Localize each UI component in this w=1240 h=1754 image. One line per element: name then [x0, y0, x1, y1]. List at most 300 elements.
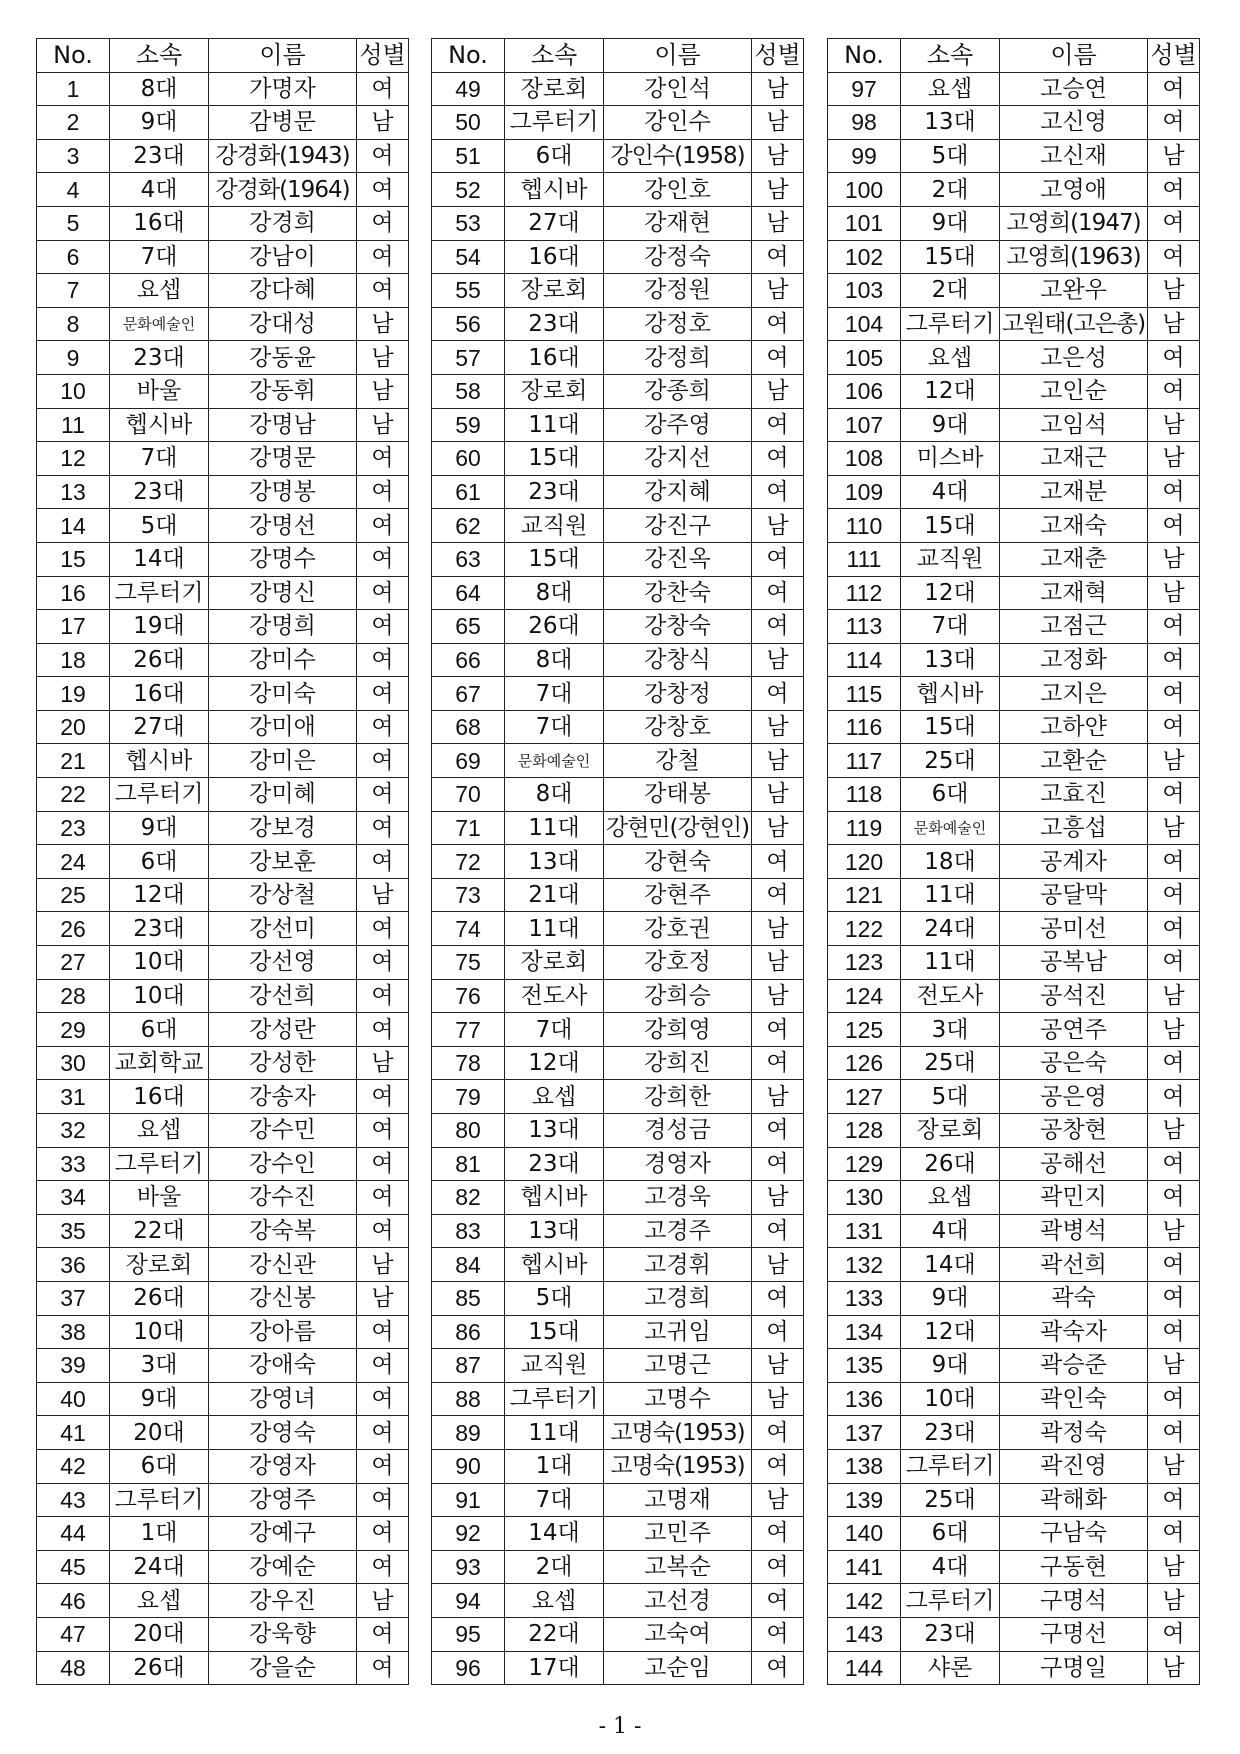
- cell-no: 72: [432, 845, 505, 879]
- table-header-row: [828, 39, 1200, 73]
- table-row: [828, 408, 1200, 442]
- table-row: [828, 1147, 1200, 1181]
- table-row: [828, 778, 1200, 812]
- table-row: [37, 610, 409, 644]
- cell-affiliation: 4대: [901, 1214, 1000, 1248]
- cell-affiliation: 장로회: [505, 274, 604, 308]
- cell-gender: 여: [752, 1617, 804, 1651]
- table-row: [828, 912, 1200, 946]
- table-row: [432, 878, 804, 912]
- cell-name: 고완우: [1000, 274, 1148, 308]
- cell-name: 강보경: [209, 811, 357, 845]
- cell-no: 112: [828, 576, 901, 610]
- cell-name: 강수진: [209, 1181, 357, 1215]
- cell-name: 고경주: [604, 1214, 752, 1248]
- cell-affiliation: 16대: [110, 206, 209, 240]
- cell-affiliation: 요셉: [505, 1080, 604, 1114]
- cell-gender: 남: [1148, 1214, 1200, 1248]
- cell-gender: 여: [357, 677, 409, 711]
- cell-no: 101: [828, 206, 901, 240]
- cell-name: 고경욱: [604, 1181, 752, 1215]
- cell-affiliation: 26대: [901, 1147, 1000, 1181]
- cell-gender: 남: [357, 878, 409, 912]
- cell-affiliation: 12대: [901, 576, 1000, 610]
- cell-gender: 여: [752, 576, 804, 610]
- cell-affiliation: 6대: [110, 1449, 209, 1483]
- cell-name: 강남이: [209, 240, 357, 274]
- table-row: [37, 1248, 409, 1282]
- table-row: [37, 979, 409, 1013]
- cell-gender: 여: [752, 542, 804, 576]
- cell-affiliation: 전도사: [505, 979, 604, 1013]
- cell-name: 고신영: [1000, 106, 1148, 140]
- table-row: [432, 677, 804, 711]
- cell-name: 고귀임: [604, 1315, 752, 1349]
- cell-affiliation: 14대: [505, 1517, 604, 1551]
- cell-no: 88: [432, 1382, 505, 1416]
- cell-gender: 여: [357, 1651, 409, 1685]
- cell-gender: 여: [1148, 1248, 1200, 1282]
- table-header-row: [37, 39, 409, 73]
- cell-affiliation: 26대: [110, 1651, 209, 1685]
- table-row: [37, 845, 409, 879]
- cell-affiliation: 헵시바: [505, 1181, 604, 1215]
- cell-affiliation: 7대: [110, 240, 209, 274]
- cell-name: 공해선: [1000, 1147, 1148, 1181]
- cell-gender: 여: [357, 1147, 409, 1181]
- cell-no: 13: [37, 475, 110, 509]
- table-row: [828, 374, 1200, 408]
- cell-affiliation: 23대: [505, 475, 604, 509]
- table-row: [37, 139, 409, 173]
- table-row: [37, 878, 409, 912]
- table-row: [37, 710, 409, 744]
- cell-no: 57: [432, 341, 505, 375]
- cell-affiliation: 요셉: [110, 1114, 209, 1148]
- cell-name: 강우진: [209, 1584, 357, 1618]
- cell-affiliation: 교회학교: [110, 1046, 209, 1080]
- cell-gender: 여: [1148, 1080, 1200, 1114]
- cell-no: 109: [828, 475, 901, 509]
- cell-name: 강선희: [209, 979, 357, 1013]
- cell-no: 69: [432, 744, 505, 778]
- cell-no: 29: [37, 1013, 110, 1047]
- cell-no: 103: [828, 274, 901, 308]
- cell-no: 41: [37, 1416, 110, 1450]
- cell-no: 92: [432, 1517, 505, 1551]
- cell-name: 강선영: [209, 946, 357, 980]
- table-row: [432, 72, 804, 106]
- cell-no: 113: [828, 610, 901, 644]
- table-row: [828, 643, 1200, 677]
- cell-name: 공미선: [1000, 912, 1148, 946]
- cell-name: 강아름: [209, 1315, 357, 1349]
- table-row: [828, 1651, 1200, 1685]
- cell-no: 28: [37, 979, 110, 1013]
- cell-name: 곽승준: [1000, 1349, 1148, 1383]
- cell-no: 8: [37, 307, 110, 341]
- table-row: [432, 1483, 804, 1517]
- cell-no: 82: [432, 1181, 505, 1215]
- cell-name: 고인순: [1000, 374, 1148, 408]
- cell-affiliation: 22대: [110, 1214, 209, 1248]
- table-row: [37, 677, 409, 711]
- cell-gender: 남: [1148, 442, 1200, 476]
- cell-affiliation: 23대: [505, 1147, 604, 1181]
- cell-name: 강미숙: [209, 677, 357, 711]
- cell-affiliation: 14대: [110, 542, 209, 576]
- cell-gender: 남: [1148, 274, 1200, 308]
- cell-no: 105: [828, 341, 901, 375]
- cell-affiliation: 13대: [901, 106, 1000, 140]
- cell-affiliation: 전도사: [901, 979, 1000, 1013]
- cell-no: 133: [828, 1281, 901, 1315]
- cell-name: 강정희: [604, 341, 752, 375]
- cell-affiliation: 요셉: [901, 341, 1000, 375]
- header-gender: 성별: [752, 39, 804, 73]
- cell-gender: 여: [1148, 374, 1200, 408]
- cell-gender: 남: [752, 509, 804, 543]
- table-row: [828, 1181, 1200, 1215]
- header-affiliation: 소속: [110, 39, 209, 73]
- cell-affiliation: 헵시바: [901, 677, 1000, 711]
- cell-affiliation: 교직원: [505, 509, 604, 543]
- table-row: [37, 1046, 409, 1080]
- cell-gender: 여: [357, 1416, 409, 1450]
- table-row: [828, 1584, 1200, 1618]
- cell-name: 강희영: [604, 1013, 752, 1047]
- cell-no: 70: [432, 778, 505, 812]
- header-name: 이름: [1000, 39, 1148, 73]
- cell-name: 강찬숙: [604, 576, 752, 610]
- table-row: [432, 946, 804, 980]
- table-row: [37, 542, 409, 576]
- cell-gender: 여: [1148, 475, 1200, 509]
- table-row: [828, 1550, 1200, 1584]
- table-row: [37, 1483, 409, 1517]
- cell-no: 136: [828, 1382, 901, 1416]
- cell-gender: 여: [752, 341, 804, 375]
- cell-name: 곽민지: [1000, 1181, 1148, 1215]
- cell-no: 68: [432, 710, 505, 744]
- cell-no: 12: [37, 442, 110, 476]
- table-row: [432, 106, 804, 140]
- cell-no: 129: [828, 1147, 901, 1181]
- cell-affiliation: 요셉: [110, 1584, 209, 1618]
- cell-gender: 남: [1148, 979, 1200, 1013]
- cell-name: 강명선: [209, 509, 357, 543]
- cell-gender: 남: [752, 1080, 804, 1114]
- table-row: [432, 1013, 804, 1047]
- cell-affiliation: 7대: [505, 677, 604, 711]
- cell-gender: 여: [357, 912, 409, 946]
- cell-gender: 여: [1148, 778, 1200, 812]
- cell-no: 42: [37, 1449, 110, 1483]
- member-table-col-2: [431, 38, 804, 1685]
- cell-affiliation: 3대: [901, 1013, 1000, 1047]
- table-row: [37, 274, 409, 308]
- cell-no: 38: [37, 1315, 110, 1349]
- cell-no: 19: [37, 677, 110, 711]
- table-row: [37, 778, 409, 812]
- cell-gender: 남: [1148, 1449, 1200, 1483]
- cell-affiliation: 문화예술인: [901, 811, 1000, 845]
- cell-no: 90: [432, 1449, 505, 1483]
- cell-name: 강종희: [604, 374, 752, 408]
- cell-affiliation: 9대: [901, 1281, 1000, 1315]
- cell-no: 110: [828, 509, 901, 543]
- table-row: [37, 1449, 409, 1483]
- cell-name: 고명재: [604, 1483, 752, 1517]
- table-row: [828, 475, 1200, 509]
- table-row: [828, 341, 1200, 375]
- cell-no: 123: [828, 946, 901, 980]
- cell-name: 고재근: [1000, 442, 1148, 476]
- cell-affiliation: 장로회: [901, 1114, 1000, 1148]
- cell-gender: 여: [357, 542, 409, 576]
- table-row: [828, 1517, 1200, 1551]
- cell-name: 고명숙(1953): [604, 1449, 752, 1483]
- cell-gender: 여: [357, 946, 409, 980]
- table-row: [37, 509, 409, 543]
- cell-name: 강미혜: [209, 778, 357, 812]
- table-row: [37, 1550, 409, 1584]
- cell-name: 고영애: [1000, 173, 1148, 207]
- cell-gender: 남: [357, 307, 409, 341]
- table-row: [37, 442, 409, 476]
- cell-affiliation: 5대: [110, 509, 209, 543]
- table-row: [37, 1214, 409, 1248]
- cell-no: 115: [828, 677, 901, 711]
- table-row: [37, 1382, 409, 1416]
- cell-no: 37: [37, 1281, 110, 1315]
- cell-name: 고영희(1947): [1000, 206, 1148, 240]
- cell-no: 89: [432, 1416, 505, 1450]
- cell-no: 64: [432, 576, 505, 610]
- cell-no: 67: [432, 677, 505, 711]
- table-row: [828, 811, 1200, 845]
- cell-affiliation: 11대: [901, 878, 1000, 912]
- cell-name: 강숙복: [209, 1214, 357, 1248]
- cell-no: 10: [37, 374, 110, 408]
- cell-no: 131: [828, 1214, 901, 1248]
- table-row: [828, 1617, 1200, 1651]
- cell-affiliation: 10대: [110, 946, 209, 980]
- cell-gender: 여: [752, 1584, 804, 1618]
- table-row: [432, 341, 804, 375]
- cell-affiliation: 11대: [505, 811, 604, 845]
- cell-no: 137: [828, 1416, 901, 1450]
- cell-gender: 여: [752, 1114, 804, 1148]
- cell-affiliation: 22대: [505, 1617, 604, 1651]
- cell-name: 강호정: [604, 946, 752, 980]
- cell-affiliation: 23대: [110, 139, 209, 173]
- cell-name: 강영자: [209, 1449, 357, 1483]
- cell-gender: 여: [357, 744, 409, 778]
- table-row: [432, 1046, 804, 1080]
- cell-affiliation: 5대: [901, 1080, 1000, 1114]
- member-table-col-3: [827, 38, 1200, 1685]
- cell-no: 106: [828, 374, 901, 408]
- cell-name: 강명남: [209, 408, 357, 442]
- cell-no: 44: [37, 1517, 110, 1551]
- cell-gender: 여: [1148, 341, 1200, 375]
- cell-affiliation: 27대: [110, 710, 209, 744]
- cell-no: 24: [37, 845, 110, 879]
- table-row: [828, 677, 1200, 711]
- table-row: [37, 72, 409, 106]
- cell-affiliation: 14대: [901, 1248, 1000, 1282]
- cell-no: 99: [828, 139, 901, 173]
- cell-affiliation: 13대: [901, 643, 1000, 677]
- cell-name: 공은숙: [1000, 1046, 1148, 1080]
- cell-no: 100: [828, 173, 901, 207]
- cell-no: 48: [37, 1651, 110, 1685]
- cell-name: 강지선: [604, 442, 752, 476]
- cell-gender: 남: [752, 811, 804, 845]
- cell-no: 45: [37, 1550, 110, 1584]
- cell-gender: 여: [1148, 1315, 1200, 1349]
- table-row: [432, 845, 804, 879]
- cell-no: 143: [828, 1617, 901, 1651]
- cell-affiliation: 15대: [901, 240, 1000, 274]
- cell-affiliation: 교직원: [505, 1349, 604, 1383]
- cell-no: 98: [828, 106, 901, 140]
- cell-name: 고지은: [1000, 677, 1148, 711]
- cell-no: 135: [828, 1349, 901, 1383]
- cell-gender: 여: [752, 878, 804, 912]
- cell-name: 곽숙: [1000, 1281, 1148, 1315]
- table-row: [828, 744, 1200, 778]
- cell-name: 강상철: [209, 878, 357, 912]
- table-row: [432, 710, 804, 744]
- cell-no: 71: [432, 811, 505, 845]
- cell-name: 고명근: [604, 1349, 752, 1383]
- table-row: [37, 475, 409, 509]
- cell-gender: 여: [357, 442, 409, 476]
- cell-gender: 남: [1148, 1651, 1200, 1685]
- cell-no: 5: [37, 206, 110, 240]
- table-row: [37, 1315, 409, 1349]
- cell-name: 고임석: [1000, 408, 1148, 442]
- cell-no: 124: [828, 979, 901, 1013]
- cell-name: 강창숙: [604, 610, 752, 644]
- table-row: [828, 173, 1200, 207]
- cell-no: 43: [37, 1483, 110, 1517]
- cell-affiliation: 16대: [505, 341, 604, 375]
- cell-affiliation: 9대: [901, 1349, 1000, 1383]
- cell-no: 33: [37, 1147, 110, 1181]
- table-row: [432, 576, 804, 610]
- cell-gender: 남: [1148, 576, 1200, 610]
- table-row: [828, 1114, 1200, 1148]
- cell-affiliation: 헵시바: [505, 1248, 604, 1282]
- cell-no: 81: [432, 1147, 505, 1181]
- table-row: [432, 744, 804, 778]
- cell-affiliation: 1대: [110, 1517, 209, 1551]
- cell-name: 고효진: [1000, 778, 1148, 812]
- cell-name: 강성한: [209, 1046, 357, 1080]
- cell-affiliation: 2대: [901, 274, 1000, 308]
- cell-name: 강지혜: [604, 475, 752, 509]
- cell-affiliation: 23대: [901, 1617, 1000, 1651]
- cell-name: 가명자: [209, 72, 357, 106]
- cell-affiliation: 15대: [901, 710, 1000, 744]
- cell-name: 공복남: [1000, 946, 1148, 980]
- cell-no: 79: [432, 1080, 505, 1114]
- cell-name: 고은성: [1000, 341, 1148, 375]
- cell-gender: 여: [357, 1349, 409, 1383]
- cell-name: 공연주: [1000, 1013, 1148, 1047]
- cell-name: 고원태(고은총): [1000, 307, 1148, 341]
- cell-name: 구명선: [1000, 1617, 1148, 1651]
- cell-gender: 여: [357, 610, 409, 644]
- table-row: [828, 1013, 1200, 1047]
- table-row: [828, 1046, 1200, 1080]
- table-row: [37, 1181, 409, 1215]
- cell-affiliation: 장로회: [505, 72, 604, 106]
- cell-affiliation: 그루터기: [110, 1483, 209, 1517]
- table-row: [828, 240, 1200, 274]
- cell-name: 강명봉: [209, 475, 357, 509]
- cell-name: 강애숙: [209, 1349, 357, 1383]
- cell-no: 63: [432, 542, 505, 576]
- cell-no: 62: [432, 509, 505, 543]
- cell-name: 강다혜: [209, 274, 357, 308]
- cell-affiliation: 7대: [505, 710, 604, 744]
- table-row: [37, 1584, 409, 1618]
- cell-name: 고환순: [1000, 744, 1148, 778]
- table-row: [432, 1181, 804, 1215]
- cell-affiliation: 바울: [110, 374, 209, 408]
- cell-affiliation: 5대: [505, 1281, 604, 1315]
- table-row: [432, 1517, 804, 1551]
- cell-no: 56: [432, 307, 505, 341]
- cell-gender: 여: [752, 610, 804, 644]
- cell-gender: 여: [357, 643, 409, 677]
- table-row: [432, 912, 804, 946]
- cell-no: 83: [432, 1214, 505, 1248]
- cell-no: 120: [828, 845, 901, 879]
- cell-affiliation: 9대: [110, 811, 209, 845]
- header-gender: 성별: [357, 39, 409, 73]
- cell-affiliation: 요셉: [505, 1584, 604, 1618]
- cell-affiliation: 장로회: [505, 946, 604, 980]
- cell-gender: 여: [1148, 1046, 1200, 1080]
- cell-no: 55: [432, 274, 505, 308]
- table-row: [432, 1617, 804, 1651]
- cell-name: 강희진: [604, 1046, 752, 1080]
- cell-no: 9: [37, 341, 110, 375]
- cell-affiliation: 24대: [110, 1550, 209, 1584]
- cell-affiliation: 15대: [901, 509, 1000, 543]
- table-row: [432, 509, 804, 543]
- cell-name: 고경희: [604, 1281, 752, 1315]
- cell-name: 강인호: [604, 173, 752, 207]
- cell-gender: 여: [1148, 240, 1200, 274]
- cell-affiliation: 12대: [110, 878, 209, 912]
- cell-no: 2: [37, 106, 110, 140]
- cell-affiliation: 18대: [901, 845, 1000, 879]
- cell-name: 고명수: [604, 1382, 752, 1416]
- cell-name: 고선경: [604, 1584, 752, 1618]
- table-row: [37, 1617, 409, 1651]
- cell-name: 강예구: [209, 1517, 357, 1551]
- table-row: [828, 509, 1200, 543]
- cell-gender: 남: [1148, 811, 1200, 845]
- cell-no: 78: [432, 1046, 505, 1080]
- cell-no: 32: [37, 1114, 110, 1148]
